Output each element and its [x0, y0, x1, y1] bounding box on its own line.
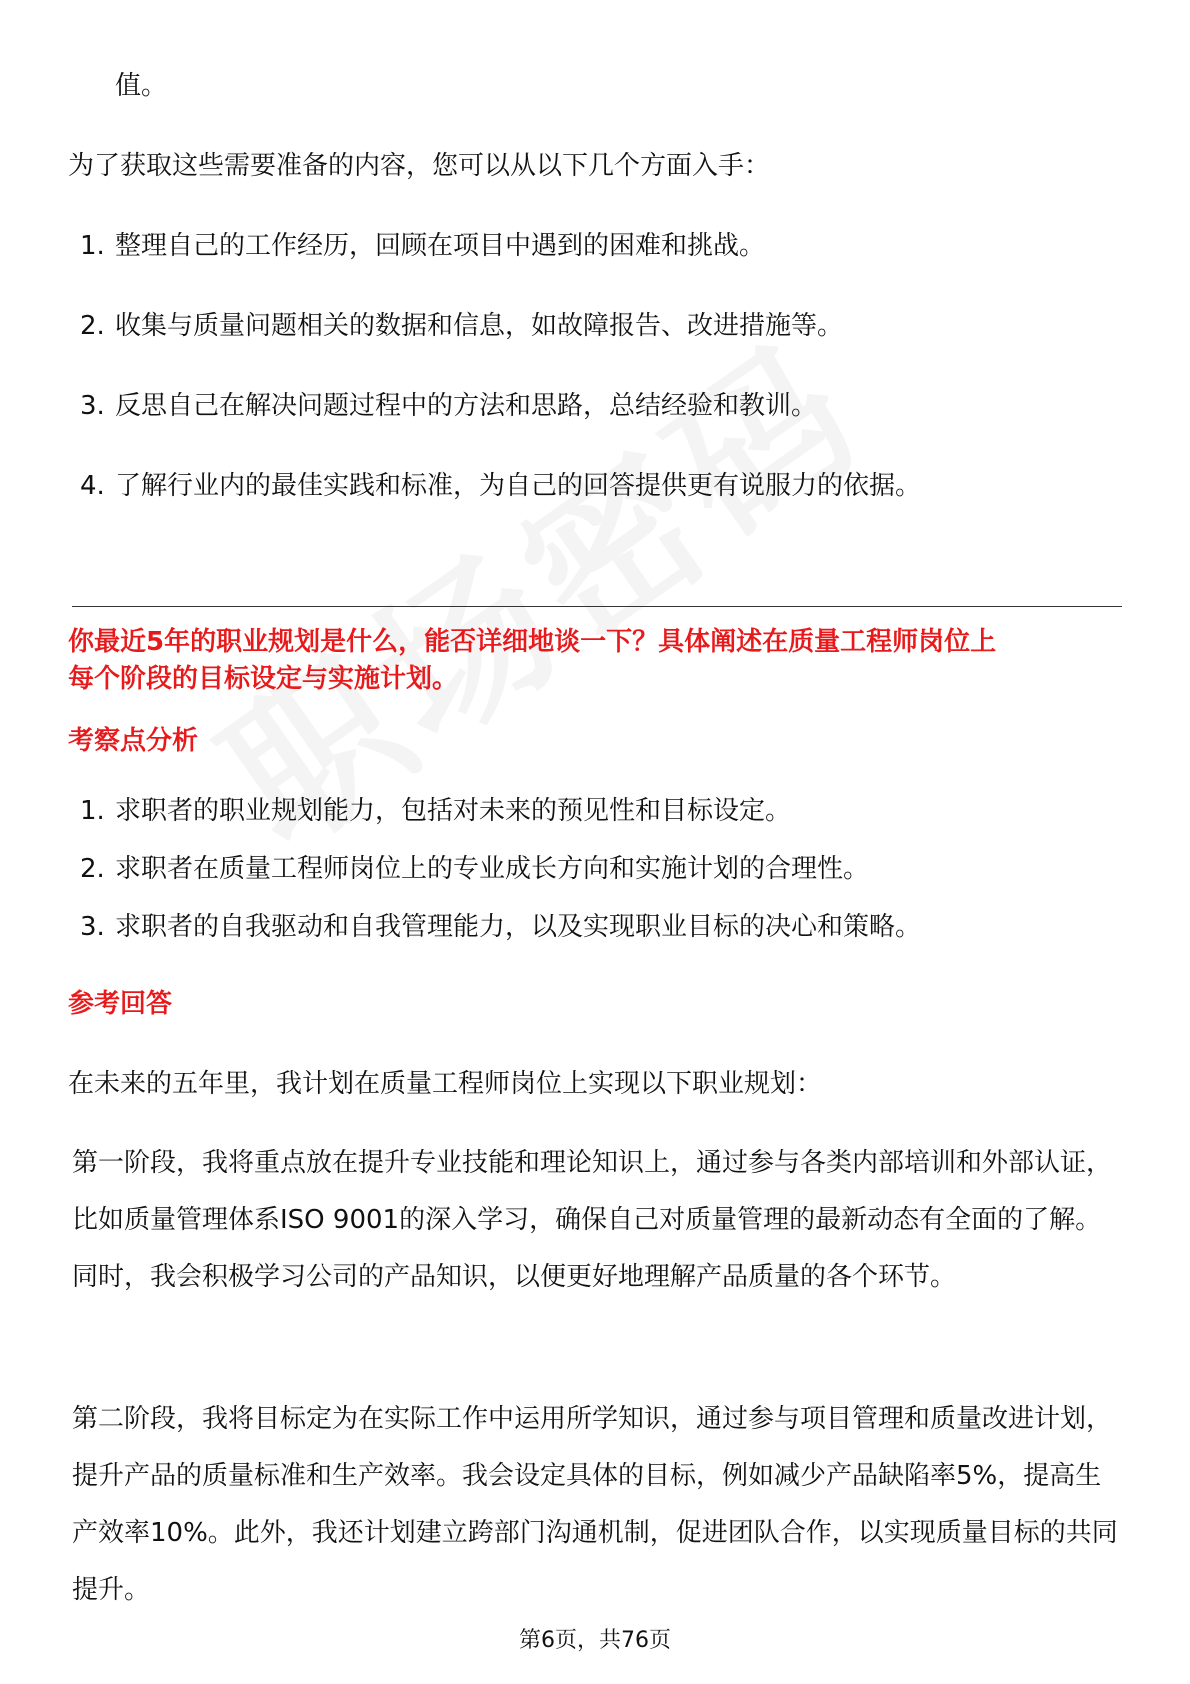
section-divider [72, 606, 1122, 607]
page-footer: 第6页，共76页 [519, 1628, 671, 1653]
list-number: 3. [80, 912, 105, 942]
answer-intro: 在未来的五年里，我计划在质量工程师岗位上实现以下职业规划： [68, 1069, 823, 1099]
list-text: 求职者在质量工程师岗位上的专业成长方向和实施计划的合理性。 [115, 854, 870, 884]
list-text: 求职者的自我驱动和自我管理能力，以及实现职业目标的决心和策略。 [115, 912, 922, 942]
list-number: 4. [80, 471, 105, 501]
question-line-2: 每个阶段的目标设定与实施计划。 [68, 664, 459, 694]
list-text: 收集与质量问题相关的数据和信息，如故障报告、改进措施等。 [115, 311, 844, 341]
list-text: 反思自己在解决问题过程中的方法和思路，总结经验和教训。 [115, 391, 818, 421]
list-number: 2. [80, 311, 105, 341]
list-number: 2. [80, 854, 105, 884]
intro-text: 为了获取这些需要准备的内容，您可以从以下几个方面入手： [68, 151, 771, 181]
list-number: 1. [80, 231, 105, 261]
answer-stage-2: 第二阶段，我将目标定为在实际工作中运用所学知识，通过参与项目管理和质量改进计划，提升产品的质量标准和生产效率。我会设定具体的目标，例如减少产品缺陷率5%，提高生产效率10%。此外，我还计划建立跨部门沟通机制，促进团队合作，以实现质量目标的共同提升。 [72, 1404, 1118, 1605]
list-number: 1. [80, 796, 105, 826]
list-number: 3. [80, 391, 105, 421]
answer-stage-1: 第一阶段，我将重点放在提升专业技能和理论知识上，通过参与各类内部培训和外部认证，比如质量管理体系ISO 9001的深入学习，确保自己对质量管理的最新动态有全面的了解。同时，我会积极学习公司的产品知识，以便更好地理解产品质量的各个环节。 [72, 1148, 1113, 1292]
continuation-text: 值。 [115, 71, 168, 101]
analysis-heading: 考察点分析 [68, 726, 199, 756]
list-text: 求职者的职业规划能力，包括对未来的预见性和目标设定。 [115, 796, 792, 826]
list-text: 整理自己的工作经历，回顾在项目中遇到的困难和挑战。 [115, 231, 766, 261]
list-text: 了解行业内的最佳实践和标准，为自己的回答提供更有说服力的依据。 [115, 471, 922, 501]
question-line-1: 你最近5年的职业规划是什么，能否详细地谈一下？具体阐述在质量工程师岗位上 [68, 627, 997, 657]
answer-heading: 参考回答 [68, 989, 173, 1019]
